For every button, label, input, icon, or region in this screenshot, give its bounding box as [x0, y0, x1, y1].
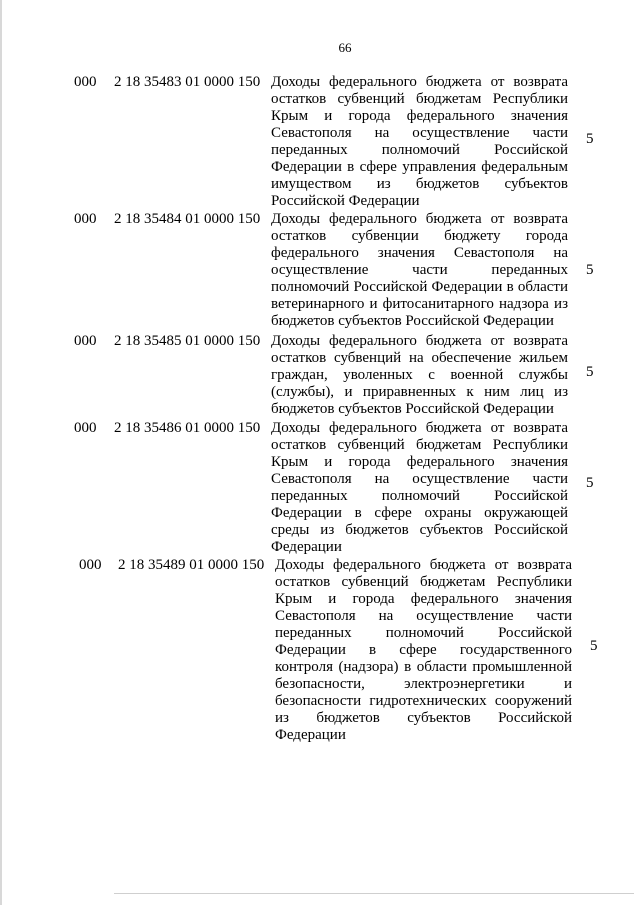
- budget-code: 2 18 35486 01 0000 150: [114, 420, 261, 436]
- scan-artifact-line: [114, 893, 634, 894]
- admin-code: 000: [74, 420, 97, 436]
- row-number: 5: [586, 131, 594, 147]
- budget-code: 2 18 35485 01 0000 150: [114, 333, 261, 349]
- scan-edge: [0, 0, 2, 905]
- income-description: Доходы федерального бюджета от возврата остатков субвенций на обеспечение жильем граждан, уволенных с военной службы (службы), и приравненных к ним лиц из бюджетов субъектов Российской Федерации: [271, 333, 568, 417]
- income-description: Доходы федерального бюджета от возврата остатков субвенций бюджетам Республики Крым и города федерального значения Севастополя на осуществление части переданных полномочий Российской Федерации в сфере государственного контроля (надзора) в области промышленной безопасности, электроэнергетики и безопасности гидротехнических сооружений из бюджетов субъектов Российской Федерации: [275, 557, 572, 743]
- page-number: 66: [338, 40, 352, 55]
- income-description: Доходы федерального бюджета от возврата остатков субвенций бюджетам Республики Крым и города федерального значения Севастополя на осуществление части переданных полномочий Российской Федерации в сфере охраны окружающей среды из бюджетов субъектов Российской Федерации: [271, 420, 568, 555]
- admin-code: 000: [79, 557, 102, 573]
- admin-code: 000: [74, 74, 97, 90]
- income-description: Доходы федерального бюджета от возврата остатков субвенции бюджету города федерального значения Севастополя на осуществление части переданных полномочий Российской Федерации в области ветеринарного и фитосанитарного надзора из бюджетов субъектов Российской Федерации: [271, 211, 568, 329]
- row-number: 5: [590, 638, 598, 654]
- row-number: 5: [586, 475, 594, 491]
- budget-code: 2 18 35484 01 0000 150: [114, 211, 261, 227]
- row-number: 5: [586, 364, 594, 380]
- admin-code: 000: [74, 211, 97, 227]
- budget-code: 2 18 35489 01 0000 150: [118, 557, 265, 573]
- row-number: 5: [586, 262, 594, 278]
- budget-code: 2 18 35483 01 0000 150: [114, 74, 261, 90]
- admin-code: 000: [74, 333, 97, 349]
- income-description: Доходы федерального бюджета от возврата остатков субвенций бюджетам Республики Крым и города федерального значения Севастополя на осуществление части переданных полномочий Российской Федерации в сфере управления федеральным имуществом из бюджетов субъектов Российской Федерации: [271, 74, 568, 209]
